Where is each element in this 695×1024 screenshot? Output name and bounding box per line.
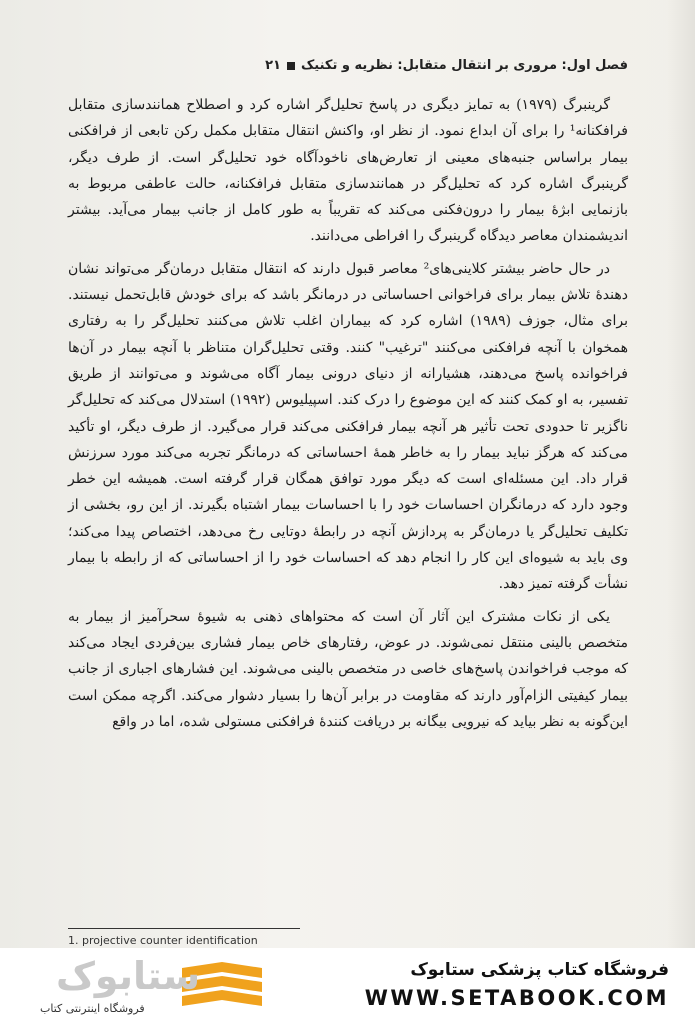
paragraph: گرینبرگ (۱۹۷۹) به تمایز دیگری در پاسخ تحلیل‌گر اشاره کرد و اصطلاح همانندسازی متقابل فرافکنانه¹ را برای آن ابداع نمود. از نظر او، واکنش انتقال متقابل مکمل رکن تابعی از فرافکنی بیمار براساس جنبه‌های معینی از تعارض‌های ناخودآگاه خود تحلیل‌گر است. از طرف دیگر، گرینبرگ اشاره کرد که تحلیل‌گر در همانندسازی متقابل فرافکنانه، حالت عاطفی مربوط به بازنمایی ابژهٔ بیمار را درون‌فکنی می‌کند که تقریباً به طور کامل از جانب بیمار می‌آید. بیشتر اندیشمندان معاصر دیدگاه گرینبرگ را افراطی می‌دانند. [68,97,628,245]
store-url-link[interactable]: WWW.SETABOOK.COM [364,986,669,1010]
logo-subtitle: فروشگاه اینترنتی کتاب [40,1002,145,1015]
chapter-title: فصل اول: مروری بر انتقال متقابل: نظریه و تکنیک [300,58,628,73]
store-title: فروشگاه کتاب پزشکی ستابوک [410,960,669,980]
page-edge-shadow [667,0,695,948]
logo-wordmark: ستابوک [56,954,201,998]
body-text [68,92,628,741]
footnote: 1. projective counter identification [68,934,258,947]
paragraph: یکی از نکات مشترک این آثار آن است که محتواهای ذهنی به شیوهٔ سحرآمیز از بیمار به متخصص بالینی منتقل نمی‌شوند. در عوض، رفتارهای خاص بیمار فشاری بین‌فردی ایجاد می‌کند که موجب فراخواندن پاسخ‌های خاصی در متخصص بالینی می‌شوند. این فشارهای اجباری از جانب بیمار کیفیتی الزام‌آور دارند که مقاومت در برابر آن‌ها را بسیار دشوار می‌کند. اگرچه ممکن است این‌گونه به نظر بیاید که نیرویی بیگانه بر دریافت کنندهٔ فرافکنی مستولی شده، اما در واقع [68,608,628,730]
page-number: ۲۱ [265,58,281,73]
running-header [62,58,628,73]
square-bullet-icon [287,62,295,70]
footnote-divider [68,928,300,929]
paragraph: در حال حاضر بیشتر کلاینی‌های² معاصر قبول دارند که انتقال متقابل درمان‌گر می‌تواند نشان دهندهٔ تلاش بیمار برای فراخوانی احساساتی در درمانگر باشد که برای خودش قابل‌تحمل نیستند. برای مثال، جوزف (۱۹۸۹) اشاره کرد که بیماران اغلب تلاش می‌کنند تحلیل‌گر را به رفتاری همخوان با آنچه فرافکنی می‌کنند "ترغیب" کنند. وقتی تحلیل‌گران متناظر با آنچه بیمار در آن‌ها فراخوانده پاسخ می‌دهند، هشیارانه از دنیای درونی بیمار آگاه می‌شوند و می‌توانند از طریق تفسیر، به او کمک کنند که این موضوع را درک کند. اسپیلیوس (۱۹۹۲) استدلال می‌کند که تحلیل‌گر ناگزیر تا حدودی تحت تأثیر هر آنچه بیمار فرافکنی می‌کند قرار می‌گیرد. از طرف دیگر، او تأکید می‌کند که هرگز نباید بیمار را به خاطر همهٔ احساساتی که درمانگر تجربه می‌کند مورد سرزنش قرار داد. این مسئله‌ای است که دیگر مورد توافق همگان قرار گرفته است. همیشه این خطر وجود دارد که درمانگران احساسات خود را با احساسات بیمار اشتباه بگیرند. از این رو، بخشی از تکلیف تحلیل‌گر یا درمان‌گر به پردازش آنچه در رابطهٔ دوتایی رخ می‌دهد، اختصاص پیدا می‌کند؛ وی باید به شیوه‌ای این کار را انجام دهد که احساسات خود را از احساساتی که از رابطه با بیمار نشأت گرفته تمیز دهد. [68,260,629,593]
